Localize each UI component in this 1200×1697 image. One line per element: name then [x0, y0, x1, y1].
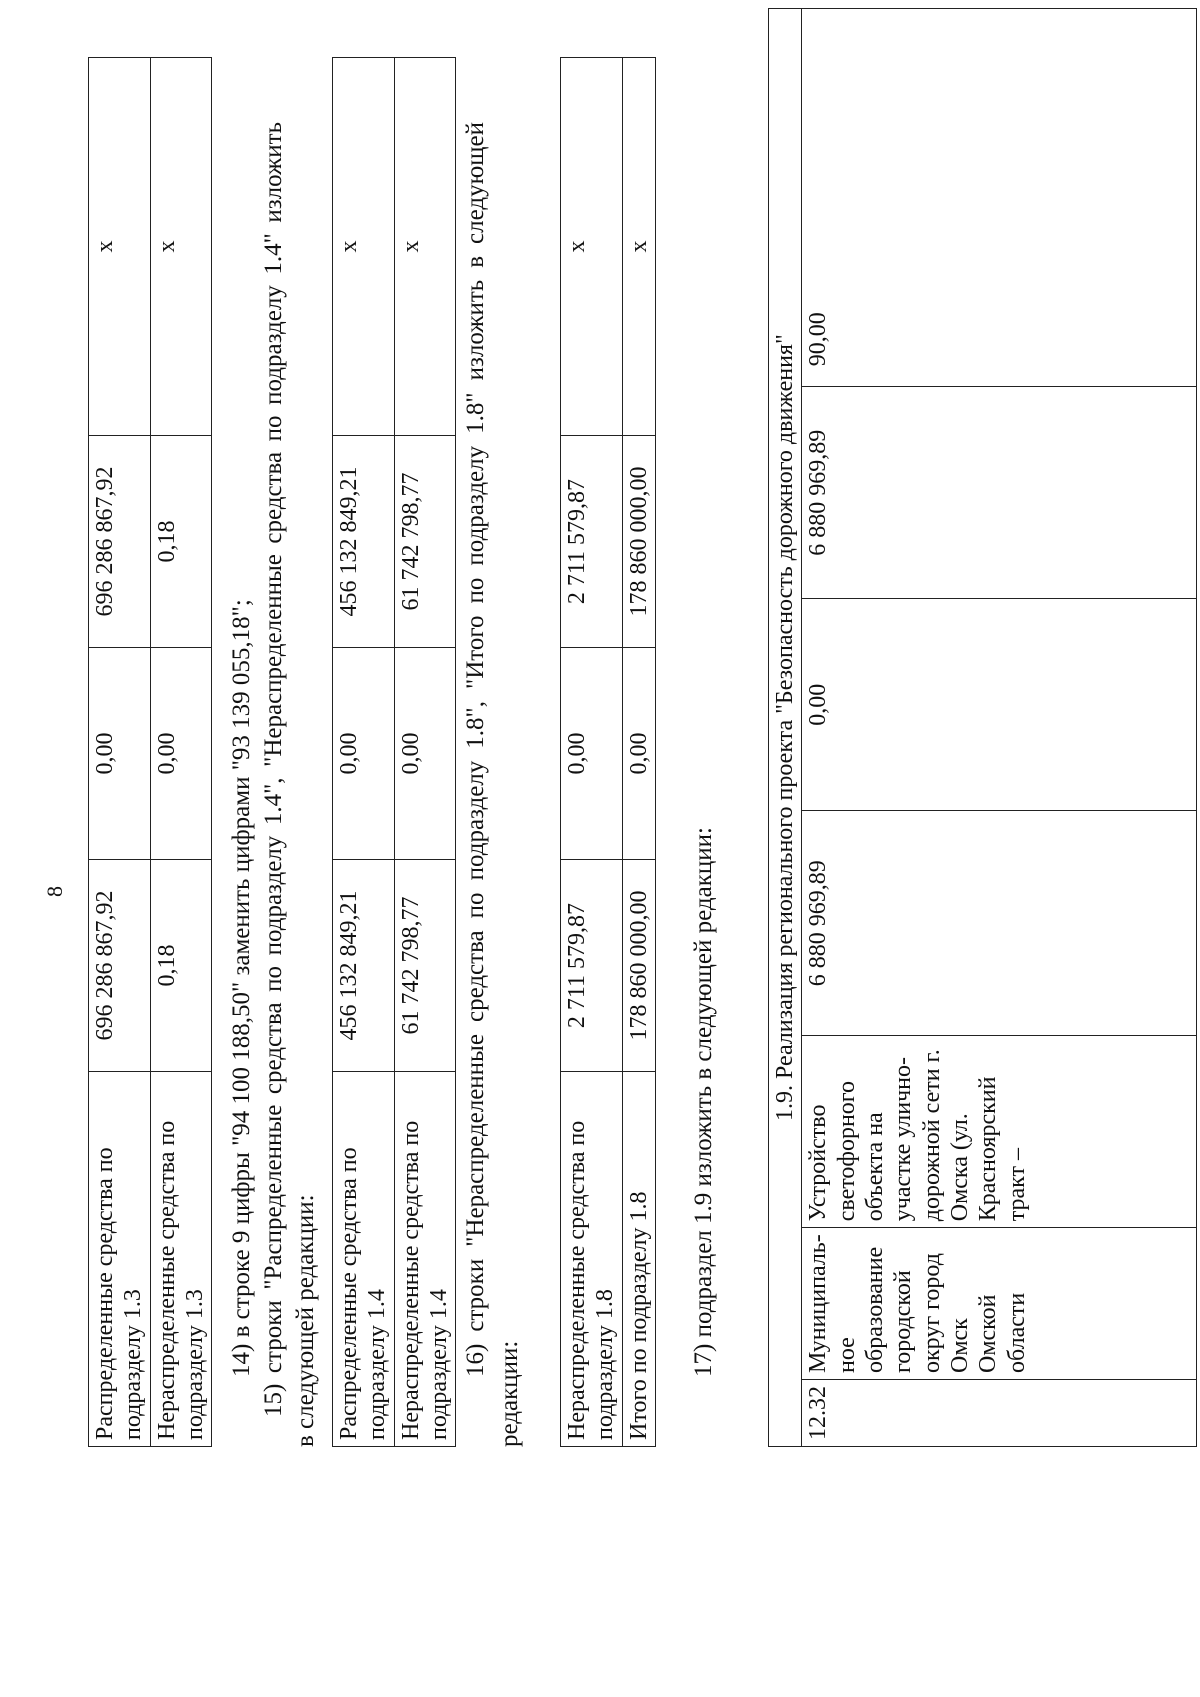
object-cell: Устройство светофорного объекта на участке улично-дорожной сети г. Омска (ул. Красноярский тракт –: [802, 1036, 1197, 1228]
row-label: Распределенные средства по подразделу 1.4: [333, 1072, 395, 1447]
row-label: Нераспределенные средства по подразделу 1.8: [561, 1072, 623, 1447]
table-row: [802, 9, 1197, 1447]
page-number: 8: [42, 886, 67, 897]
cell-value: 456 132 849,21: [333, 860, 395, 1072]
paragraph-16-line-2: редакции:: [496, 1340, 523, 1447]
cell-value: 696 286 867,92: [89, 860, 151, 1072]
cell-value: х: [333, 58, 395, 436]
cell-value: 61 742 798,77: [394, 436, 456, 648]
cell-value: 456 132 849,21: [333, 436, 395, 648]
row-label: Нераспределенные средства по подразделу 1.4: [394, 1072, 456, 1447]
table-subsection-1-9: [768, 8, 1197, 1447]
cell-value: 0,00: [150, 648, 212, 860]
paragraph-14: 14) в строке 9 цифры "94 100 188,50" заменить цифрами "93 139 055,18";: [228, 599, 255, 1377]
cell-value: 0,00: [802, 599, 1197, 811]
paragraph-15-line-2: в следующей редакции:: [292, 1194, 319, 1447]
table-row: [89, 58, 151, 1447]
cell-value: 2 711 579,87: [561, 436, 623, 648]
cell-value: х: [150, 58, 212, 436]
table-subsection-1-8: [560, 57, 656, 1447]
cell-value: 0,00: [561, 648, 623, 860]
table-row-section-title: [769, 9, 802, 1447]
cell-value: 178 860 000,00: [622, 436, 655, 648]
row-label: Распределенные средства по подразделу 1.3: [89, 1072, 151, 1447]
cell-value: 0,18: [150, 860, 212, 1072]
cell-value: 90,00: [802, 9, 1197, 387]
cell-value: 0,00: [89, 648, 151, 860]
table-subsection-1-4: [332, 57, 456, 1447]
cell-value: 6 880 969,89: [802, 811, 1197, 1036]
paragraph-15-line-1: 15) строки "Распределенные средства по подразделу 1.4", "Нераспределенные средства по подразделу 1.4" изложить: [260, 122, 287, 1417]
table-row: [561, 58, 623, 1447]
cell-value: х: [561, 58, 623, 436]
table-subsection-1-3: [88, 57, 212, 1447]
recipient-cell: Муниципаль-ное образование городской округ город Омск Омской области: [802, 1228, 1197, 1380]
cell-value: 0,00: [333, 648, 395, 860]
cell-value: 0,00: [622, 648, 655, 860]
table-row: [150, 58, 212, 1447]
cell-value: 0,18: [150, 436, 212, 648]
cell-value: 0,00: [394, 648, 456, 860]
cell-value: х: [394, 58, 456, 436]
cell-value: х: [622, 58, 655, 436]
cell-value: 696 286 867,92: [89, 436, 151, 648]
cell-value: 2 711 579,87: [561, 860, 623, 1072]
row-label: Итого по подразделу 1.8: [622, 1072, 655, 1447]
table-row: [394, 58, 456, 1447]
cell-value: 61 742 798,77: [394, 860, 456, 1072]
paragraph-17: 17) подраздел 1.9 изложить в следующей редакции:: [690, 827, 717, 1377]
section-title: 1.9. Реализация регионального проекта "Безопасность дорожного движения": [769, 9, 802, 1447]
row-label: Нераспределенные средства по подразделу 1.3: [150, 1072, 212, 1447]
table-row: [622, 58, 655, 1447]
paragraph-16-line-1: 16) строки "Нераспределенные средства по подразделу 1.8", "Итого по подразделу 1.8" изложить в следующей: [462, 122, 489, 1377]
row-number: 12.32: [802, 1380, 1197, 1447]
cell-value: 178 860 000,00: [622, 860, 655, 1072]
cell-value: х: [89, 58, 151, 436]
cell-value: 6 880 969,89: [802, 387, 1197, 599]
table-row: [333, 58, 395, 1447]
